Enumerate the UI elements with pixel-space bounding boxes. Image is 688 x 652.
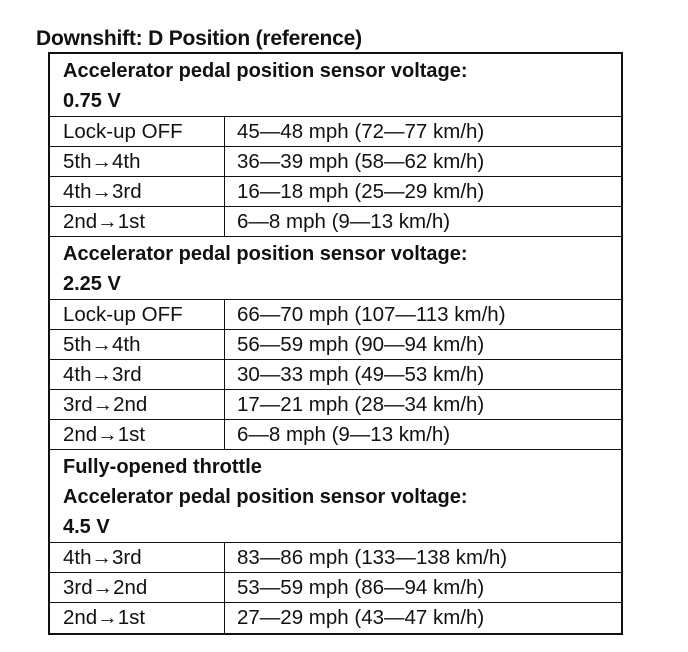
speed-value: 36—39 mph (58—62 km/h) (237, 150, 485, 173)
table-row (50, 360, 621, 390)
table-row (50, 330, 621, 360)
shift-label: 2nd→1st (50, 420, 225, 449)
table-row (50, 117, 621, 147)
table-row (50, 300, 621, 330)
table-row (50, 390, 621, 420)
section-header-line: Accelerator pedal position sensor voltage: (63, 243, 468, 265)
speed-value: 6—8 mph (9—13 km/h) (237, 423, 451, 446)
speed-value: 56—59 mph (90—94 km/h) (237, 333, 485, 356)
section-header-line: 0.75 V (63, 90, 121, 112)
page-title: Downshift: D Position (reference) (36, 27, 362, 50)
speed-value: 66—70 mph (107—113 km/h) (237, 303, 506, 326)
section-header-line: Accelerator pedal position sensor voltage: (63, 60, 468, 82)
speed-value: 27—29 mph (43—47 km/h) (237, 606, 485, 629)
speed-value: 17—21 mph (28—34 km/h) (237, 393, 485, 416)
speed-value: 16—18 mph (25—29 km/h) (237, 180, 485, 203)
section-header-4-5v (50, 450, 621, 543)
table-row (50, 573, 621, 603)
table-row (50, 147, 621, 177)
speed-value: 30—33 mph (49—53 km/h) (237, 363, 485, 386)
table-row (50, 207, 621, 237)
speed-value: 83—86 mph (133—138 km/h) (237, 546, 508, 569)
shift-label: 2nd→1st (50, 207, 225, 236)
shift-label: 5th→4th (50, 330, 225, 359)
section-header-line: 2.25 V (63, 273, 121, 295)
shift-label: Lock-up OFF (50, 300, 225, 329)
downshift-speed-table (48, 52, 623, 635)
table-row (50, 543, 621, 573)
shift-label: 3rd→2nd (50, 573, 225, 602)
speed-value: 53—59 mph (86—94 km/h) (237, 576, 485, 599)
shift-label: 3rd→2nd (50, 390, 225, 419)
table-row (50, 420, 621, 450)
shift-label: 5th→4th (50, 147, 225, 176)
shift-label: 4th→3rd (50, 360, 225, 389)
speed-value: 45—48 mph (72—77 km/h) (237, 120, 485, 143)
table-row (50, 603, 621, 633)
speed-value: 6—8 mph (9—13 km/h) (237, 210, 451, 233)
table-row (50, 177, 621, 207)
shift-label: 2nd→1st (50, 603, 225, 633)
shift-label: Lock-up OFF (50, 117, 225, 146)
section-header-line: 4.5 V (63, 516, 110, 538)
shift-label: 4th→3rd (50, 177, 225, 206)
section-header-2-25v (50, 237, 621, 300)
section-header-line: Accelerator pedal position sensor voltage: (63, 486, 468, 508)
section-header-0-75v (50, 54, 621, 117)
shift-label: 4th→3rd (50, 543, 225, 572)
section-header-line: Fully-opened throttle (63, 456, 262, 478)
